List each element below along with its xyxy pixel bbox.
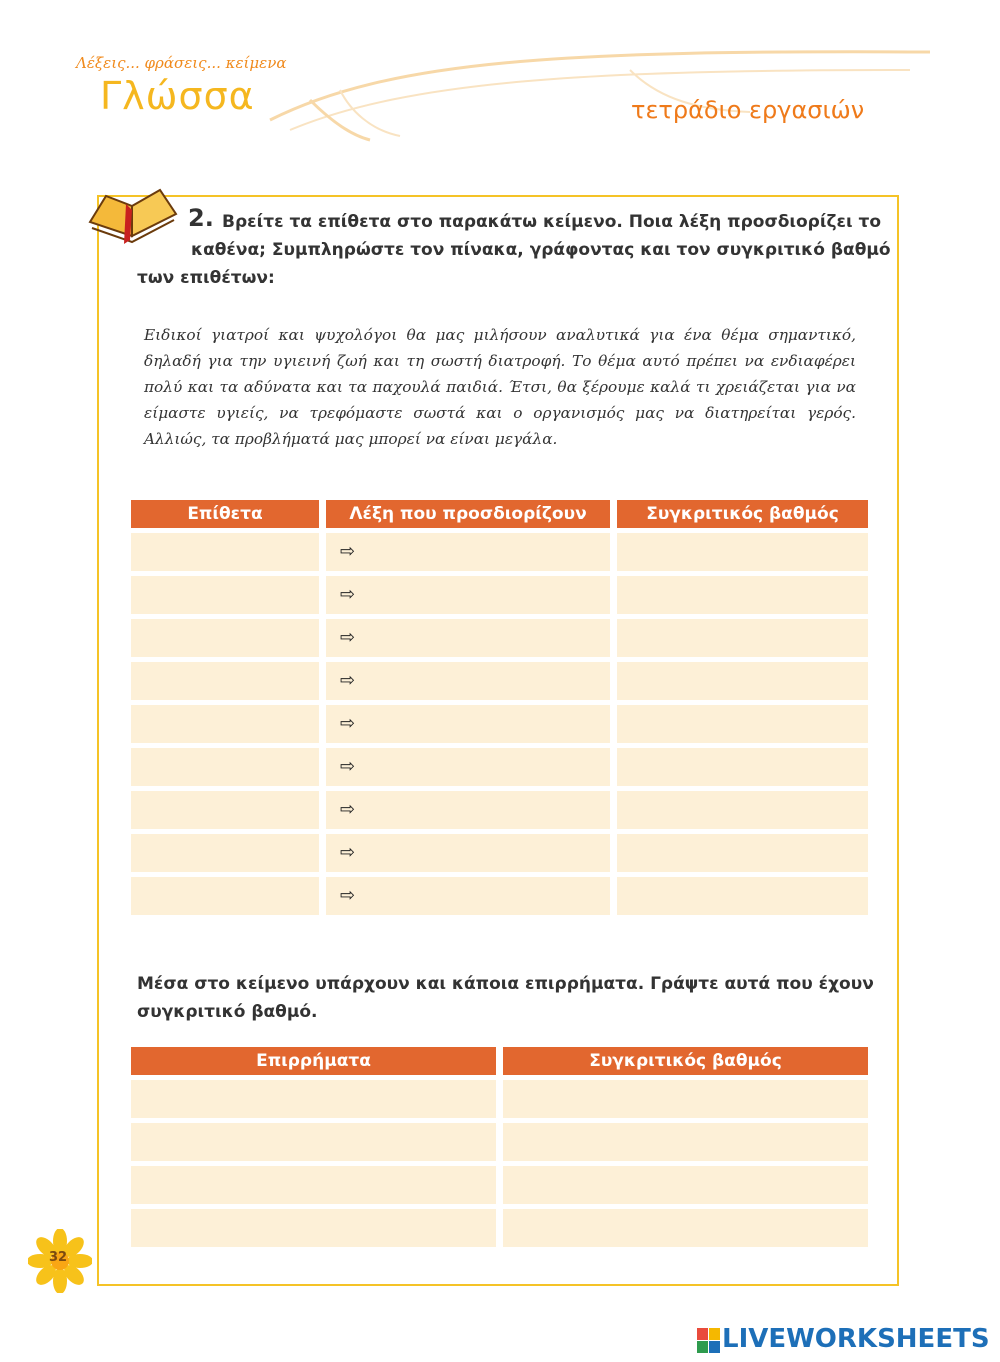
table1-cell-determined-word[interactable] <box>326 619 610 657</box>
arrow-icon: ⇨ <box>340 756 356 777</box>
table1-header-adjectives: Επίθετα <box>131 500 319 528</box>
table1-cell-determined-word[interactable] <box>326 877 610 915</box>
table1-cell-comparative[interactable] <box>617 834 868 872</box>
table1-cell-comparative[interactable] <box>617 705 868 743</box>
arrow-icon: ⇨ <box>340 842 356 863</box>
arrow-icon: ⇨ <box>340 713 356 734</box>
open-book-icon <box>82 170 182 250</box>
table2-cell-comparative[interactable] <box>503 1080 868 1118</box>
table1-cell-determined-word[interactable] <box>326 662 610 700</box>
table1-cell-adjective[interactable] <box>131 662 319 700</box>
notebook-label: τετράδιο εργασιών <box>631 96 865 124</box>
exercise-instruction-line3: των επιθέτων: <box>137 268 275 288</box>
arrow-icon: ⇨ <box>340 627 356 648</box>
table1-header-comparative: Συγκριτικός βαθμός <box>617 500 868 528</box>
table2-cell-comparative[interactable] <box>503 1166 868 1204</box>
adverbs-instruction-line2: συγκριτικό βαθμό. <box>137 1002 318 1022</box>
arrow-icon: ⇨ <box>340 541 356 562</box>
table1-cell-comparative[interactable] <box>617 791 868 829</box>
logo-subtitle: Λέξεις... φράσεις... κείμενα <box>76 54 287 72</box>
liveworksheets-logo-icon <box>697 1328 721 1354</box>
arrow-icon: ⇨ <box>340 670 356 691</box>
logo-title: Γλώσσα <box>100 74 255 118</box>
table1-cell-comparative[interactable] <box>617 619 868 657</box>
exercise-number: 2. <box>188 204 214 232</box>
table1-cell-comparative[interactable] <box>617 662 868 700</box>
table1-cell-adjective[interactable] <box>131 877 319 915</box>
decorative-swoosh-icon <box>230 40 950 150</box>
table2-cell-comparative[interactable] <box>503 1209 868 1247</box>
adverbs-instruction <box>137 970 874 1026</box>
table1-cell-adjective[interactable] <box>131 748 319 786</box>
table1-cell-determined-word[interactable] <box>326 834 610 872</box>
table2-header-adverbs: Επιρρήματα <box>131 1047 496 1075</box>
adverbs-table <box>131 1047 868 1247</box>
page-number: 32 <box>49 1250 68 1265</box>
table1-cell-determined-word[interactable] <box>326 533 610 571</box>
exercise-instruction-line2: καθένα; Συμπληρώστε τον πίνακα, γράφοντας και τον συγκριτικό βαθμό <box>191 240 891 260</box>
arrow-icon: ⇨ <box>340 799 356 820</box>
table2-cell-adverb[interactable] <box>131 1209 496 1247</box>
reading-passage: Ειδικοί γιατροί και ψυχολόγοι θα μας μιλήσουν αναλυτικά για ένα θέμα σημαντικό, δηλαδή για την υγιεινή ζωή και τη σωστή διατροφή. Το θέμα αυτό πρέπει να ενδιαφέρει πολύ και τα αδύνατα και τα παχουλά παιδιά. Έτσι, θα ξέρουμε καλά τι χρειάζεται για να είμαστε υγιείς, να τρεφόμαστε σωστά και ο οργανισμός μας να διατηρείται γερός. Αλλιώς, τα προβλήματά μας μπορεί να είναι μεγάλα. <box>144 326 856 448</box>
table2-cell-adverb[interactable] <box>131 1166 496 1204</box>
table1-cell-adjective[interactable] <box>131 834 319 872</box>
table1-cell-comparative[interactable] <box>617 576 868 614</box>
arrow-icon: ⇨ <box>340 584 356 605</box>
table1-cell-determined-word[interactable] <box>326 705 610 743</box>
table2-cell-comparative[interactable] <box>503 1123 868 1161</box>
table1-cell-adjective[interactable] <box>131 576 319 614</box>
table1-cell-determined-word[interactable] <box>326 748 610 786</box>
adverbs-instruction-line1: Μέσα στο κείμενο υπάρχουν και κάποια επιρρήματα. Γράψτε αυτά που έχουν <box>137 974 874 994</box>
adjectives-table <box>131 500 868 915</box>
table1-cell-determined-word[interactable] <box>326 791 610 829</box>
table1-cell-adjective[interactable] <box>131 619 319 657</box>
table1-header-determined-word: Λέξη που προσδιορίζουν <box>326 500 610 528</box>
table1-cell-adjective[interactable] <box>131 533 319 571</box>
table1-cell-adjective[interactable] <box>131 705 319 743</box>
table1-cell-determined-word[interactable] <box>326 576 610 614</box>
table1-cell-comparative[interactable] <box>617 533 868 571</box>
table2-cell-adverb[interactable] <box>131 1080 496 1118</box>
arrow-icon: ⇨ <box>340 885 356 906</box>
table1-cell-comparative[interactable] <box>617 748 868 786</box>
table2-cell-adverb[interactable] <box>131 1123 496 1161</box>
table2-header-comparative: Συγκριτικός βαθμός <box>503 1047 868 1075</box>
table1-cell-comparative[interactable] <box>617 877 868 915</box>
exercise-instruction-line1: Βρείτε τα επίθετα στο παρακάτω κείμενο. Ποια λέξη προσδιορίζει το <box>222 212 882 232</box>
liveworksheets-brand[interactable]: LIVEWORKSHEETS <box>722 1324 990 1354</box>
table1-cell-adjective[interactable] <box>131 791 319 829</box>
